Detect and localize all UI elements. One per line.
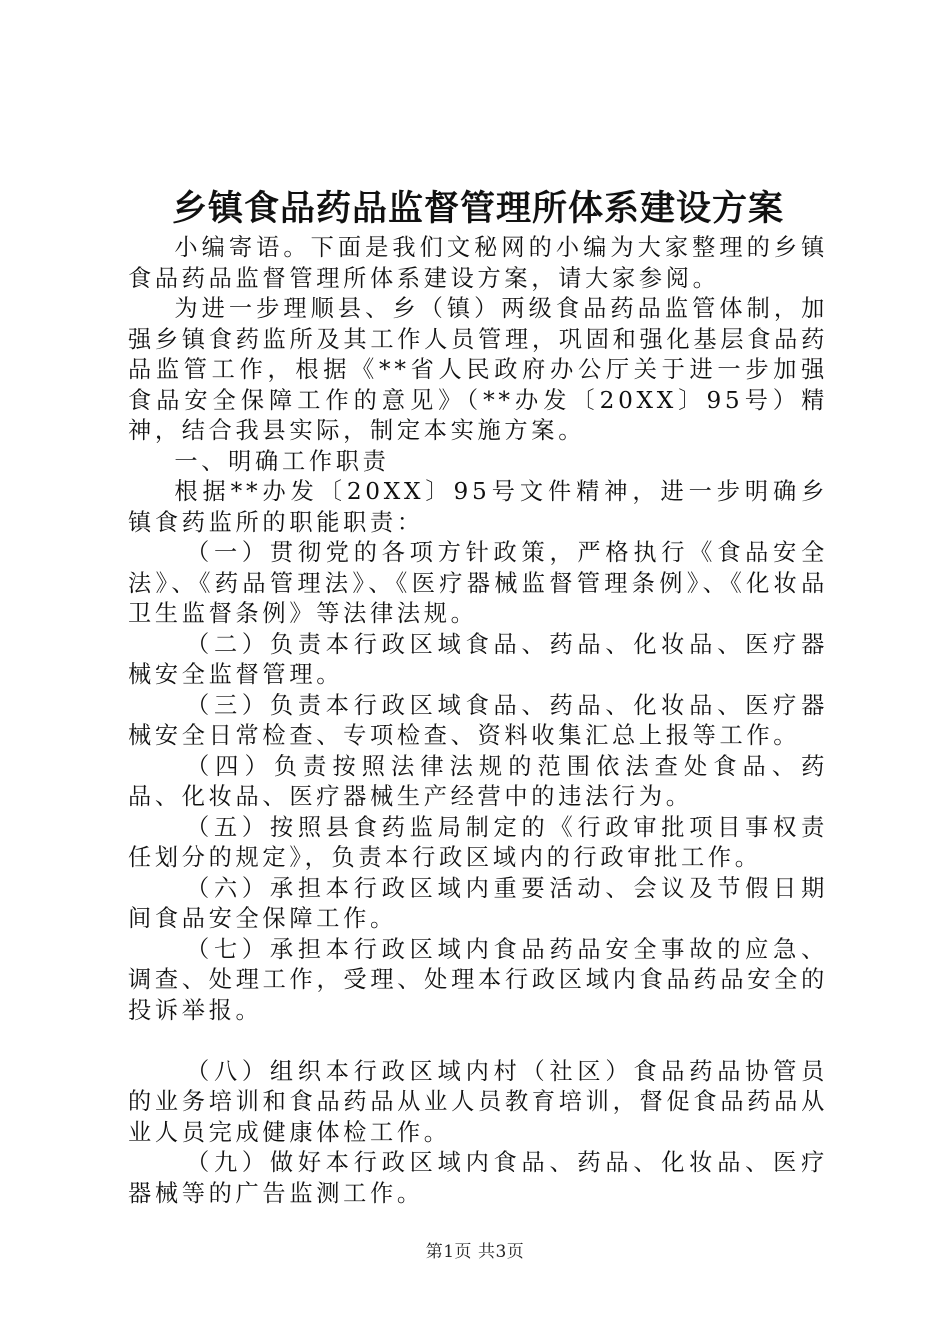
intro-paragraph: 小编寄语。下面是我们文秘网的小编为大家整理的乡镇食品药品监督管理所体系建设方案，请大家参阅。	[128, 234, 828, 292]
duty-item: （一）贯彻党的各项方针政策，严格执行《食品安全法》、《药品管理法》、《医疗器械监督管理条例》、《化妆品卫生监督条例》等法律法规。	[128, 539, 828, 627]
document-page	[128, 186, 828, 1209]
duty-item: （三）负责本行政区域食品、药品、化妆品、医疗器械安全日常检查、专项检查、资料收集汇总上报等工作。	[128, 691, 828, 749]
duty-item: （五）按照县食药监局制定的《行政审批项目事权责任划分的规定》，负责本行政区域内的行政审批工作。	[128, 813, 828, 871]
page-footer: 第1页 共3页	[425, 1242, 525, 1262]
duty-item: （七）承担本行政区域内食品药品安全事故的应急、调查、处理工作，受理、处理本行政区域内食品药品安全的投诉举报。	[128, 935, 828, 1024]
section-heading: 一、明确工作职责	[174, 447, 390, 475]
document-title: 乡镇食品药品监督管理所体系建设方案	[171, 188, 784, 229]
duty-intro-paragraph: 根据**办发〔20XX〕95号文件精神，进一步明确乡镇食药监所的职能职责：	[128, 478, 828, 536]
duty-item: （八）组织本行政区域内村（社区）食品药品协管员的业务培训和食品药品从业人员教育培训，督促食品药品从业人员完成健康体检工作。	[128, 1057, 828, 1146]
duty-item: （二）负责本行政区域食品、药品、化妆品、医疗器械安全监督管理。	[128, 630, 828, 688]
duty-item: （四）负责按照法律法规的范围依法查处食品、药品、化妆品、医疗器械生产经营中的违法行为。	[128, 752, 828, 810]
duty-item: （九）做好本行政区域内食品、药品、化妆品、医疗器械等的广告监测工作。	[128, 1149, 828, 1207]
document-body	[128, 233, 828, 1209]
duty-item: （六）承担本行政区域内重要活动、会议及节假日期间食品安全保障工作。	[128, 874, 828, 932]
purpose-paragraph: 为进一步理顺县、乡（镇）两级食品药品监管体制，加强乡镇食药监所及其工作人员管理，巩固和强化基层食品药品监管工作，根据《**省人民政府办公厅关于进一步加强食品安全保障工作的意见》（**办发〔20XX〕95号）精神，结合我县实际，制定本实施方案。	[128, 295, 828, 444]
